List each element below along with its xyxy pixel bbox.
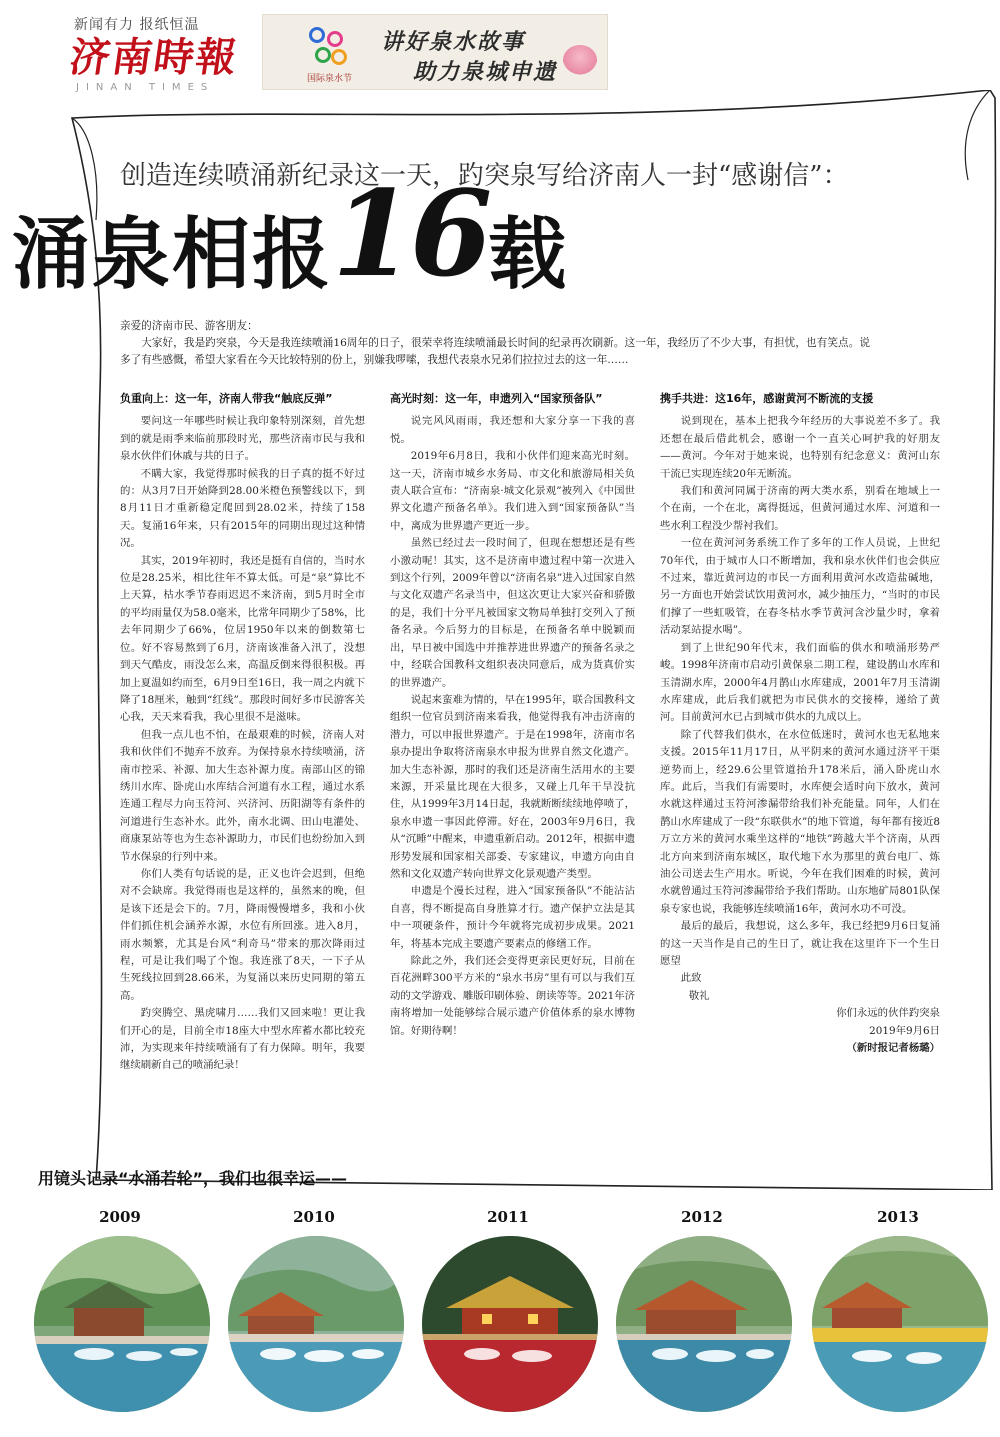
banner-festival-name: 国际泉水节 bbox=[307, 74, 353, 84]
column-paragraph: 除了代替我们供水，在水位低迷时，黄河水也无私地来支援。2015年11月17日，从平阴来的黄河水通过济平干渠逆势而上，经29.6公里管道抬升178米后，涌入卧虎山水库。此后，当我们有需要时，水库便会适时向下放水，黄河水就这样通过玉符河渗漏带给我们补充能量。同年，人们在鹊山水库建成了一段“东联供水”的地下管道，每年都有接近8万立方米的黄河水乘坐这样的“地铁”跨越大半个济南，从西北方向来到济南东城区，取代地下水为那里的黄台电厂、炼油公司送去生产用水。听说，今年在我们困难的时候，黄河水就曾通过玉符河渗漏带给予我们帮助。山东地矿局801队保泉专家也说，我能够连续喷涌16年，黄河水功不可没。 bbox=[660, 728, 940, 915]
article-subtitle: 创造连续喷涌新纪录这一天，趵突泉写给济南人一封“感谢信”： bbox=[120, 161, 849, 191]
photo-baotu-spring-2013 bbox=[812, 1236, 988, 1412]
letter-intro bbox=[120, 318, 870, 369]
year-label: 2013 bbox=[877, 1208, 919, 1226]
headline-text-before: 涌泉相报 bbox=[12, 210, 333, 300]
letter-salute: 敬礼 bbox=[688, 989, 710, 1002]
year-label: 2009 bbox=[99, 1208, 141, 1226]
letter-signature: 你们永远的伙伴趵突泉 bbox=[836, 1007, 940, 1020]
year-label: 2010 bbox=[293, 1208, 335, 1226]
photo-baotu-spring-2009 bbox=[34, 1236, 210, 1412]
article-column-3 bbox=[660, 390, 940, 1057]
column-paragraph: 要问这一年哪些时候让我印象特别深刻，首先想到的就是雨季来临前那段时光，那些济南市民与我和泉水伙伴们休戚与共的日子。 bbox=[120, 415, 365, 463]
photo-baotu-spring-2010 bbox=[228, 1236, 404, 1412]
column-paragraph: 趵突腾空、黑虎啸月……我们又回来啦！更让我们开心的是，目前全市18座大中型水库蓄水都比较充沛，为实现来年持续喷涌有了有力保障。明年，我要继续刷新自己的喷涌纪录！ bbox=[120, 1007, 365, 1072]
column-paragraph: 其实，2019年初时，我还是挺有自信的，当时水位是28.25米，相比往年不算太低。可是“泉”算比不上天算，枯水季节春雨迟迟不来济南，到5月时全市的平均雨量仅为58.0毫米，比常年同期少了58%，比去年同期少了66%，位居1950年以来的倒数第七位。好不容易熬到了6月，济南该准备入汛了，没想到天气酷皮，雨没怎么来，高温反倒来得很积极。再加上夏温如约而至，6月9日至16日，我一周之内就下降了18厘米，触到“红线”。那段时间好多市民游客关心我，天天来看我，我心里很不是滋味。 bbox=[120, 554, 365, 724]
headline-text-after: 载 bbox=[488, 210, 569, 300]
year-label: 2011 bbox=[487, 1208, 529, 1226]
column-paragraph: 一位在黄河河务系统工作了多年的工作人员说，上世纪70年代，由于城市人口不断增加，我和泉水伙伴们也会供应不过来，靠近黄河边的市民一方面利用黄河水改造盐碱地，另一方面也开始尝试饮用黄河水，减少抽压力，“当时的市民们撑了一些虹吸管，在春冬枯水季节黄河含沙量少时，拿着活动泵站提水喝”。 bbox=[660, 537, 940, 637]
column-paragraph: 你们人类有句话说的是，正义也许会迟到，但绝对不会缺席。我觉得雨也是这样的，虽然来的晚，但是该下还是会下的。7月，降雨慢慢增多，我和小伙伴们抓住机会涵养水源，水位有所回涨。进入8月，雨水频繁，尤其是台风“利奇马”带来的那次降雨过程，可是让我们喝了个饱。我连涨了8天，一下子从生死线拉回到28.66米，为复涌以来历史同期的第五高。 bbox=[120, 867, 365, 1002]
column-paragraph: 虽然已经过去一段时间了，但现在想想还是有些小激动呢！其实，这不是济南申遗过程中第一次进入到这个行列，2009年曾以“济南名泉”进入过国家自然与文化双遗产名录当中，但这次更让大家兴奋和骄傲的是，我们十分平凡被国家文物局单独打交列入了预备名录。今后努力的目标是，在预备名单中脱颖而出，早日被中国选中并推荐进世界遗产的预备名录之中，经联合国教科文组织表决同意后，成为货真价实的世界遗产。 bbox=[390, 537, 635, 689]
column-paragraph: 最后的最后，我想说，这么多年，我已经把9月6日复涌的这一天当作是自己的生日了，就让我在这里许下一个生日愿望 bbox=[660, 920, 940, 967]
column-heading: 高光时刻：这一年，申遗列入“国家预备队” bbox=[390, 392, 603, 405]
photo-strip-caption: 用镜头记录“水涌若轮”，我们也很幸运—— bbox=[38, 1169, 348, 1188]
intro-paragraph: 大家好，我是趵突泉，今天是我连续喷涌16周年的日子，很荣幸将连续喷涌最长时间的纪录再次刷新。这一年，我经历了不少大事，有担忧，也有笑点。说多了有些感慨，希望大家看在今天比较特别的份上，别嫌我啰嗦，我想代表泉水兄弟们拉拉过去的这一年…… bbox=[120, 337, 870, 366]
newspaper-masthead: 济南時報 bbox=[66, 34, 242, 81]
banner-slogan-line1: 讲好泉水故事 bbox=[381, 29, 526, 55]
festival-logo-icon bbox=[309, 27, 349, 67]
letter-greeting: 亲爱的济南市民、游客朋友： bbox=[120, 320, 258, 332]
column-paragraph: 说起来蛮难为情的，早在1995年，联合国教科文组织一位官员到济南来看我，他觉得我有冲击济南的潜力，可以申报世界遗产。于是在1998年，济南市名泉办提出争取将济南泉水申报为世界自然文化遗产。加大生态补源，那时的我们还是济南生活用水的主要来源，开采量比现在大很多，又碰上几年干旱没抗住，从1999年3月14日起，我就断断续续地停喷了，泉水申遗一事因此停滞。好在，2003年9月6日，我从“沉睡”中醒来，申遗重新启动。2012年，根据申遗形势发展和国家相关部委、专家建议，申遗方向由自然和文化双遗产转向世界文化景观遗产类型。 bbox=[390, 693, 635, 880]
banner-slogan-line2: 助力泉城申遗 bbox=[413, 59, 558, 85]
photo-baotu-spring-2012 bbox=[616, 1236, 792, 1412]
column-paragraph: 申遗是个漫长过程，进入“国家预备队”不能沾沾自喜，得不断提高自身胜算才行。遗产保护立法是其中一项硬条件，预计今年就将完成初步成果。2021年，将基本完成主要遗产要素点的修缮工作。 bbox=[390, 885, 635, 950]
lotus-flower-icon bbox=[563, 45, 597, 75]
reporter-credit: （新时报记者杨璐） bbox=[846, 1042, 940, 1055]
column-paragraph: 2019年6月8日，我和小伙伴们迎来高光时刻。这一天，济南市城乡水务局、市文化和旅游局相关负责人联合宣布：“济南泉·城文化景观”被列入《中国世界文化遗产预备名单》。我们进入到“国家预备队”当中，离成为世界遗产更近一步。 bbox=[390, 450, 635, 532]
column-paragraph: 我们和黄河同属于济南的两大类水系，别看在地域上一个在南，一个在北，离得挺远，但黄河通过水库、河道和一些水利工程没少帮衬我们。 bbox=[660, 485, 940, 532]
masthead-english: JINAN TIMES bbox=[76, 82, 215, 93]
photo-year-labels bbox=[0, 1208, 1000, 1232]
column-paragraph: 除此之外，我们还会变得更亲民更好玩，目前在百花洲畔300平方米的“泉水书房”里有可以与我们互动的文学游戏、雕版印刷体验、朗读等等。2021年济南将增加一处能够综合展示遗产价值体系的泉水博物馆。好期待啊！ bbox=[390, 955, 635, 1037]
photo-baotu-spring-2011 bbox=[422, 1236, 598, 1412]
letter-date: 2019年9月6日 bbox=[869, 1024, 940, 1037]
page-header bbox=[0, 0, 1000, 100]
headline-number: 16 bbox=[332, 164, 489, 303]
spring-festival-banner bbox=[262, 14, 608, 90]
column-paragraph: 说完风风雨雨，我还想和大家分享一下我的喜悦。 bbox=[390, 415, 635, 445]
newspaper-slogan: 新闻有力 报纸恒温 bbox=[74, 17, 200, 33]
column-paragraph: 但我一点儿也不怕，在最艰难的时候，济南人对我和伙伴们不抛弃不放弃。为保持泉水持续喷涌，济南市控采、补源、加大生态补源力度。南部山区的锦绣川水库、卧虎山水库结合河道有水工程，通过水系连通工程尽力向玉符河、兴济河、历阳湖等有条件的河道进行生态补水。此外，南水北调、田山电灌处、商康泵站等也为生态补源助力，市民们也纷纷加入到节水保泉的行列中来。 bbox=[120, 728, 365, 863]
article-column-1 bbox=[120, 390, 365, 1075]
column-heading: 负重向上：这一年，济南人带我“触底反弹” bbox=[120, 392, 333, 405]
letter-closing: 此致 bbox=[680, 972, 702, 985]
column-paragraph: 不瞒大家，我觉得那时候我的日子真的挺不好过的：从3月7日开始降到28.00米橙色预警线以下，到8月11日才重新稳定爬回到28.02米，持续了158天。复涌16年来，只有2015年的同期出现过这种情况。 bbox=[120, 467, 365, 550]
year-label: 2012 bbox=[681, 1208, 723, 1226]
column-paragraph: 到了上世纪90年代末，我们面临的供水和喷涌形势严峻。1998年济南市启动引黄保泉二期工程，建设鹊山水库和玉清湖水库，2000年4月鹊山水库建成，2001年7月玉清湖水库建成，此后我们就把为市民供水的交接棒，递给了黄河。目前黄河水已占到城市供水的九成以上。 bbox=[660, 641, 940, 724]
column-paragraph: 说到现在，基本上把我今年经历的大事说差不多了。我还想在最后借此机会，感谢一个一直关心呵护我的好朋友——黄河。今年对于她来说，也特别有纪念意义：黄河山东干流已实现连续20年无断流。 bbox=[660, 415, 940, 480]
photo-strip bbox=[0, 1236, 1000, 1416]
column-heading: 携手共进：这16年，感谢黄河不断流的支援 bbox=[660, 392, 874, 405]
article-column-2 bbox=[390, 390, 635, 1040]
